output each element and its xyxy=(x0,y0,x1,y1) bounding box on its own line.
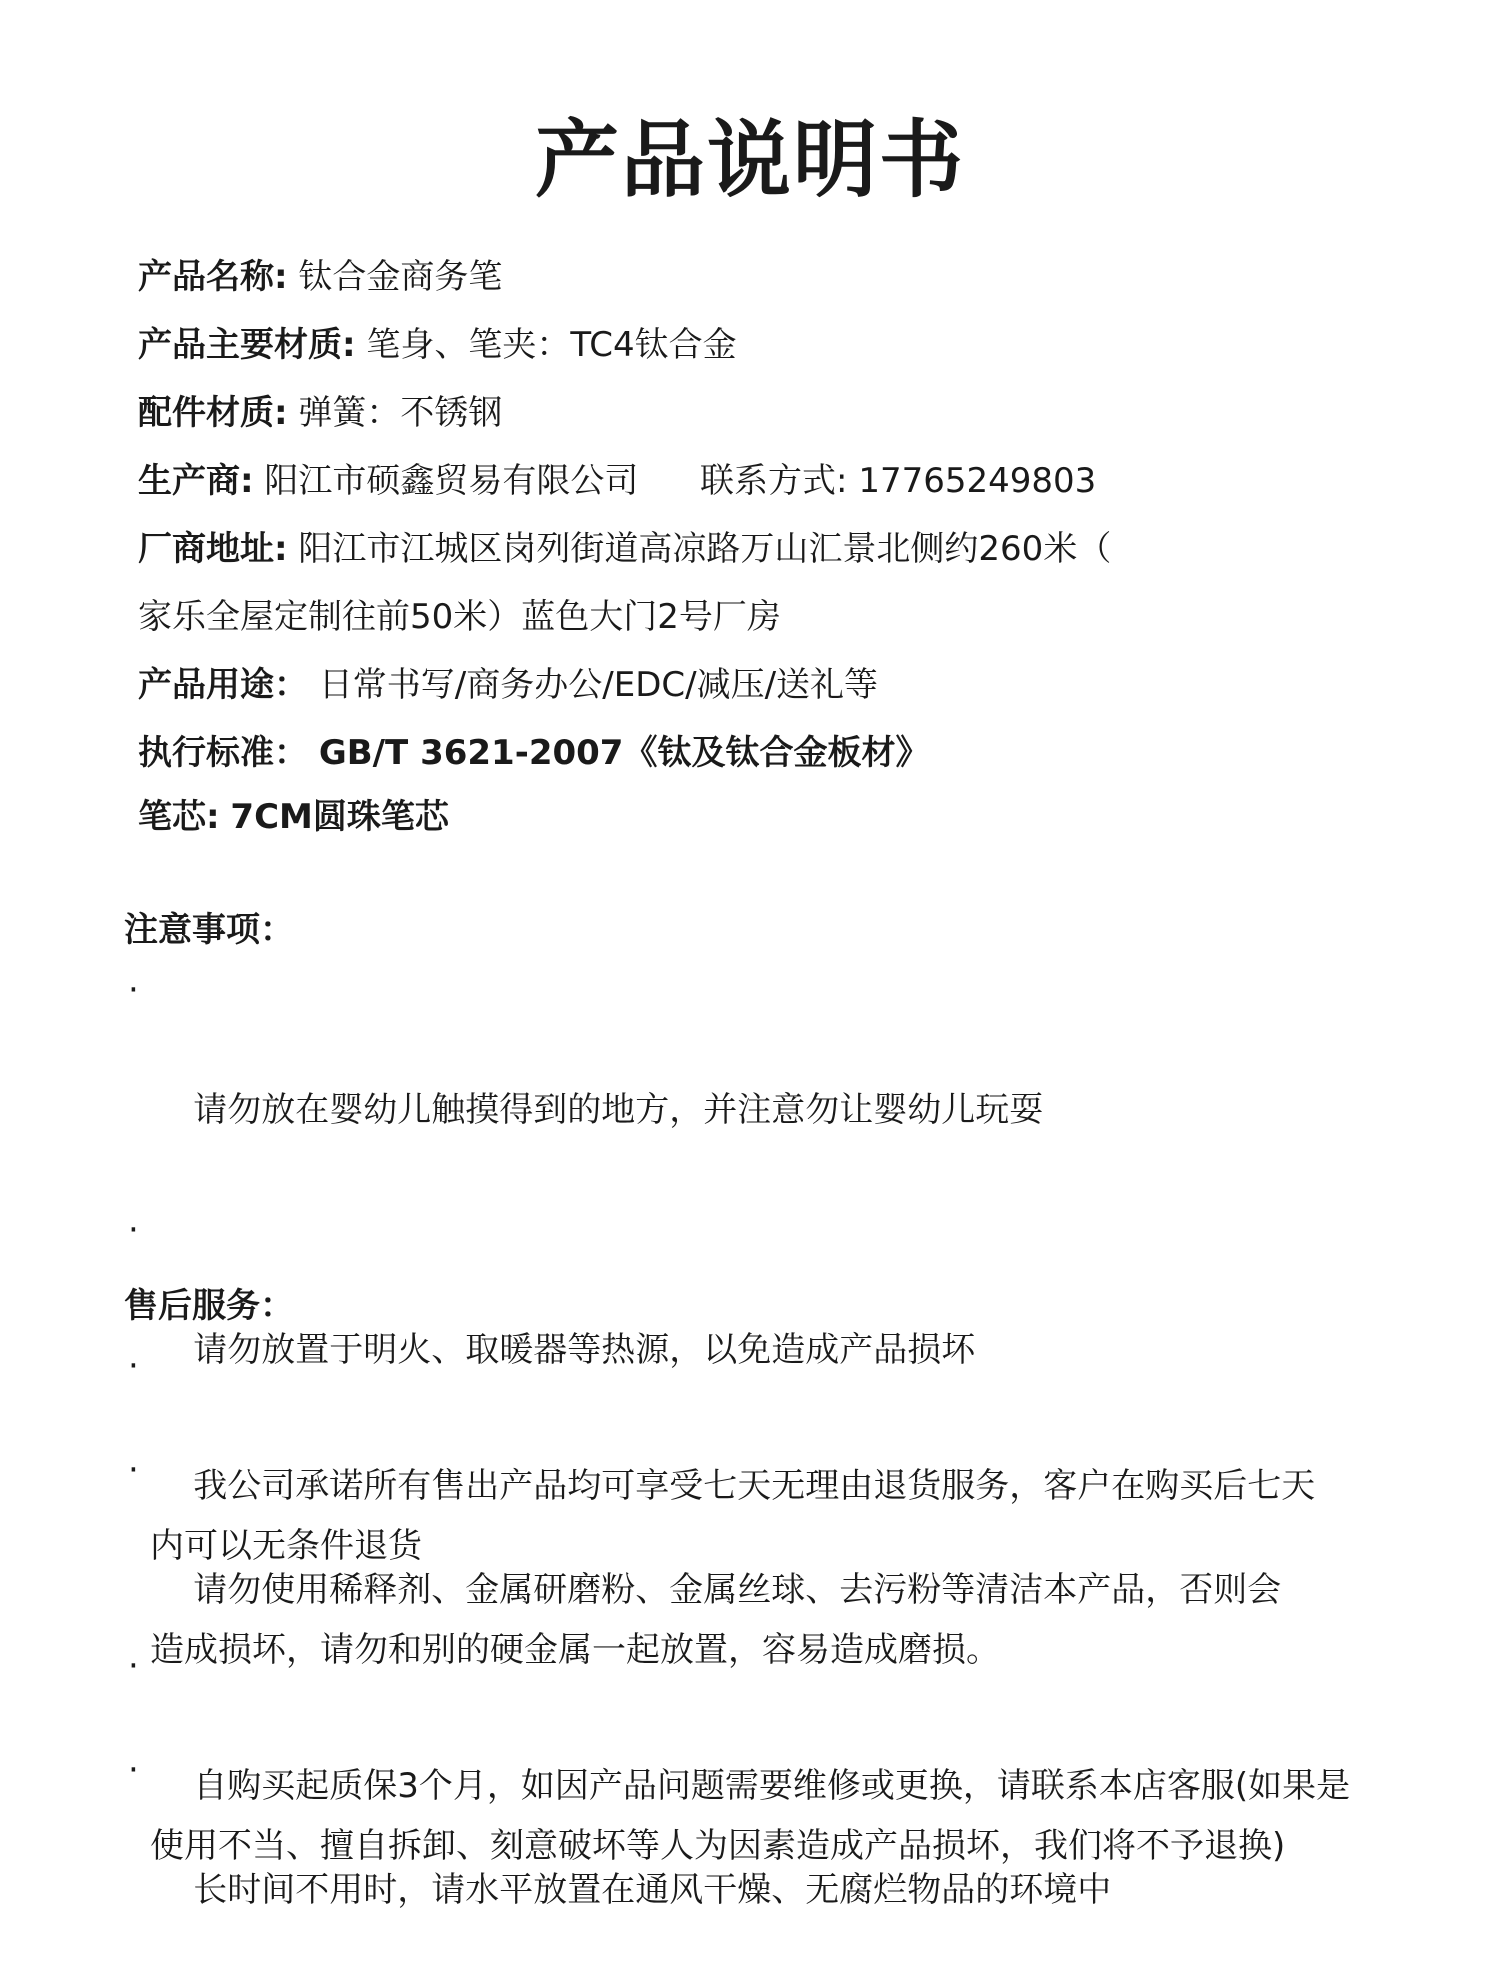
spec-manufacturer xyxy=(138,447,1438,515)
spec-standard xyxy=(138,719,1438,787)
contact-value: 17765249803 xyxy=(858,461,1097,501)
after-sales-section xyxy=(124,1276,1424,1936)
spec-value: 阳江市江城区岗列街道高凉路万山汇景北侧约260米（ xyxy=(298,529,1112,569)
bullet-icon: · xyxy=(128,1210,139,1250)
spec-value: 家乐全屋定制往前50米）蓝色大门2号厂房 xyxy=(138,597,781,637)
spec-label: 产品主要材质: xyxy=(138,325,356,365)
spec-value: 日常书写/商务办公/EDC/减压/送礼等 xyxy=(318,665,879,705)
spec-label: 厂商地址: xyxy=(138,529,288,569)
bullet-icon: · xyxy=(128,1750,139,1790)
list-item-text: 请勿放置于明火、取暖器等热源，以免造成产品损坏 xyxy=(193,1330,976,1370)
spec-usage xyxy=(138,651,1438,719)
list-item-text: 我公司承诺所有售出产品均可享受七天无理由退货服务，客户在购买后七天 内可以无条件退货 xyxy=(150,1466,1316,1566)
spec-value: 弹簧：不锈钢 xyxy=(298,393,503,433)
spec-material xyxy=(138,311,1438,379)
list-item-text: 自购买起质保3个月，如因产品问题需要维修或更换，请联系本店客服(如果是 使用不当、擅自拆卸、刻意破坏等人为因素造成产品损坏，我们将不予退换) xyxy=(150,1766,1351,1866)
spec-refill xyxy=(138,787,1438,847)
bullet-icon: · xyxy=(128,1346,139,1386)
spec-address xyxy=(138,515,1438,583)
bullet-icon: · xyxy=(128,1450,139,1490)
contact-label: 联系方式: xyxy=(700,461,848,501)
bullet-icon: · xyxy=(128,1646,139,1686)
notes-title: 注意事项： xyxy=(124,910,294,950)
page-title: 产品说明书 xyxy=(534,111,965,209)
list-item xyxy=(124,1336,1424,1636)
spec-label: 生产商: xyxy=(138,461,254,501)
list-item-text: 请勿放在婴幼儿触摸得到的地方，并注意勿让婴幼儿玩耍 xyxy=(193,1090,1044,1130)
bullet-icon: · xyxy=(128,970,139,1010)
spec-product-name xyxy=(138,243,1438,311)
spec-label: 执行标准： xyxy=(138,733,308,773)
spec-value: 7CM圆珠笔芯 xyxy=(230,797,449,837)
spec-label: 笔芯: xyxy=(138,797,220,837)
after-sales-title: 售后服务： xyxy=(124,1286,294,1326)
list-item-text: 长时间不用时，请水平放置在通风干燥、无腐烂物品的环境中 xyxy=(193,1870,1112,1910)
spec-label: 产品名称: xyxy=(138,257,288,297)
list-item xyxy=(124,1636,1424,1936)
spec-label: 产品用途： xyxy=(138,665,308,705)
spec-value: 阳江市硕鑫贸易有限公司 xyxy=(264,461,639,501)
spec-value: 笔身、笔夹：TC4钛合金 xyxy=(366,325,737,365)
spec-list xyxy=(138,243,1438,847)
list-item xyxy=(124,960,1424,1200)
spec-value: 钛合金商务笔 xyxy=(298,257,503,297)
list-item-text: 请勿使用稀释剂、金属研磨粉、金属丝球、去污粉等清洁本产品，否则会 造成损坏，请勿和别的硬金属一起放置，容易造成磨损。 xyxy=(150,1570,1282,1670)
spec-address-continued xyxy=(138,583,1438,651)
spec-label: 配件材质: xyxy=(138,393,288,433)
spec-value: GB/T 3621-2007《钛及钛合金板材》 xyxy=(318,733,930,773)
spec-parts-material xyxy=(138,379,1438,447)
